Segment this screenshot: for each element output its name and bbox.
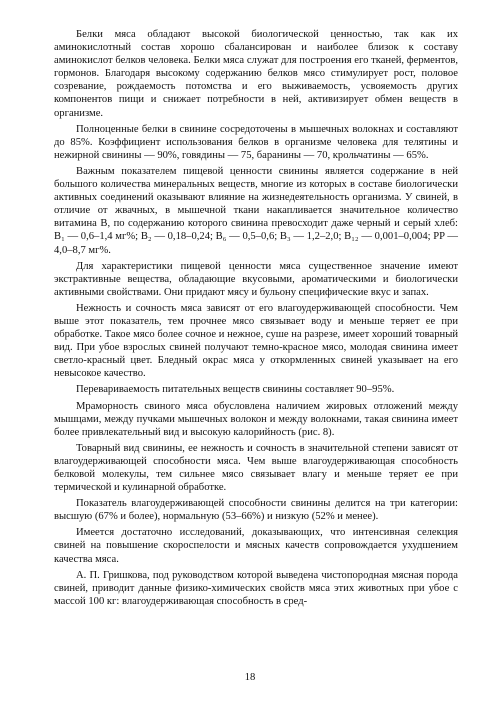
paragraph-tenderness: Нежность и сочность мяса зависят от его влагоудерживающей способности. Чем выше этот показатель, тем прочнее мясо связывает воду и меньше теряет ее при обработке. Такое мясо более сочное и нежное, суше на разрезе, имеет хороший товарный вид. При убое взрослых свиней получают темно-красное мясо, молодая свинина имеет светло-красный цвет. Бледный окрас мяса у откормленных свиней указывает на его невысокое качество. [54, 302, 458, 380]
paragraph-commercial-appearance: Товарный вид свинины, ее нежность и сочность в значительной степени зависят от влагоудерживающей способности мяса. Чем выше влагоудерживающая способность белковой молекулы, тем сильнее мясо связывает влагу и меньше теряет ее при термической и кулинарной обработке. [54, 442, 458, 494]
paragraph-extractive-substances: Для характеристики пищевой ценности мяса существенное значение имеют экстрактивные вещества, обладающие вкусовыми, ароматическими и биологически активными свойствами. Они придают мясу и бульону специфические вкус и запах. [54, 260, 458, 298]
paragraph-selection-research: Имеется достаточно исследований, доказывающих, что интенсивная селекция свиней на повышение скороспелости и мясных качеств сопровождается ухудшением качества мяса. [54, 527, 458, 565]
paragraph-grishkova: А. П. Гришкова, под руководством которой выведена чистопородная мясная порода свиней, приводит данные физико-химических свойств мяса этих животных при убое с массой 100 кг: влагоудерживающая способность в сред- [54, 569, 458, 607]
paragraph-protein-fibers: Полноценные белки в свинине сосредоточены в мышечных волокнах и составляют до 85%. Коэффициент использования белков в организме человека для телятины и нежирной свинины — 90%, говядины — 75, баранины — 70, крольчатины — 65%. [54, 123, 458, 161]
paragraph-water-holding-categories: Показатель влагоудерживающей способности свинины делится на три категории: высшую (67% и более), нормальную (53–66%) и низкую (52% и менее). [54, 498, 458, 523]
page-number: 18 [244, 672, 256, 683]
paragraph-marbling: Мраморность свиного мяса обусловлена наличием жировых отложений между мышцами, между пучками мышечных волокон и между волокнами, такая свинина имеет более привлекательный вид и высокую калорийность (рис. 8). [54, 400, 458, 438]
paragraph-minerals-vitamins: Важным показателем пищевой ценности свинины является содержание в ней большого количества минеральных веществ, многие из которых в составе биологически активных соединений оказывают влияние на жизнедеятельность организма. У свиней, в отличие от жвачных, в мышечной ткани накапливается значительное количество витамина B, по содержанию которого свинина превосходит даже черный и серый хлеб: B₁ — 0,6–1,4 мг%; B₂ — 0,18–0,24; B₆ — 0,5–0,6; B₃ — 1,2–2,0; B₁₂ — 0,001–0,004; PP — 4,0–8,7 мг%. [54, 165, 458, 256]
paragraph-digestibility: Перевариваемость питательных веществ свинины составляет 90–95%. [76, 384, 395, 396]
paragraph-protein-value: Белки мяса обладают высокой биологической ценностью, так как их аминокислотный состав хорошо сбалансирован и наиболее близок к составу аминокислот белков человека. Белки мяса служат для построения его тканей, ферментов, гормонов. Благодаря высокому содержанию белков мясо стимулирует рост, половое созревание, рождаемость потомства и его выживаемость, усвояемость других компонентов пищи и снижает потребности в ней, активизирует обмен веществ в организме. [54, 29, 458, 119]
